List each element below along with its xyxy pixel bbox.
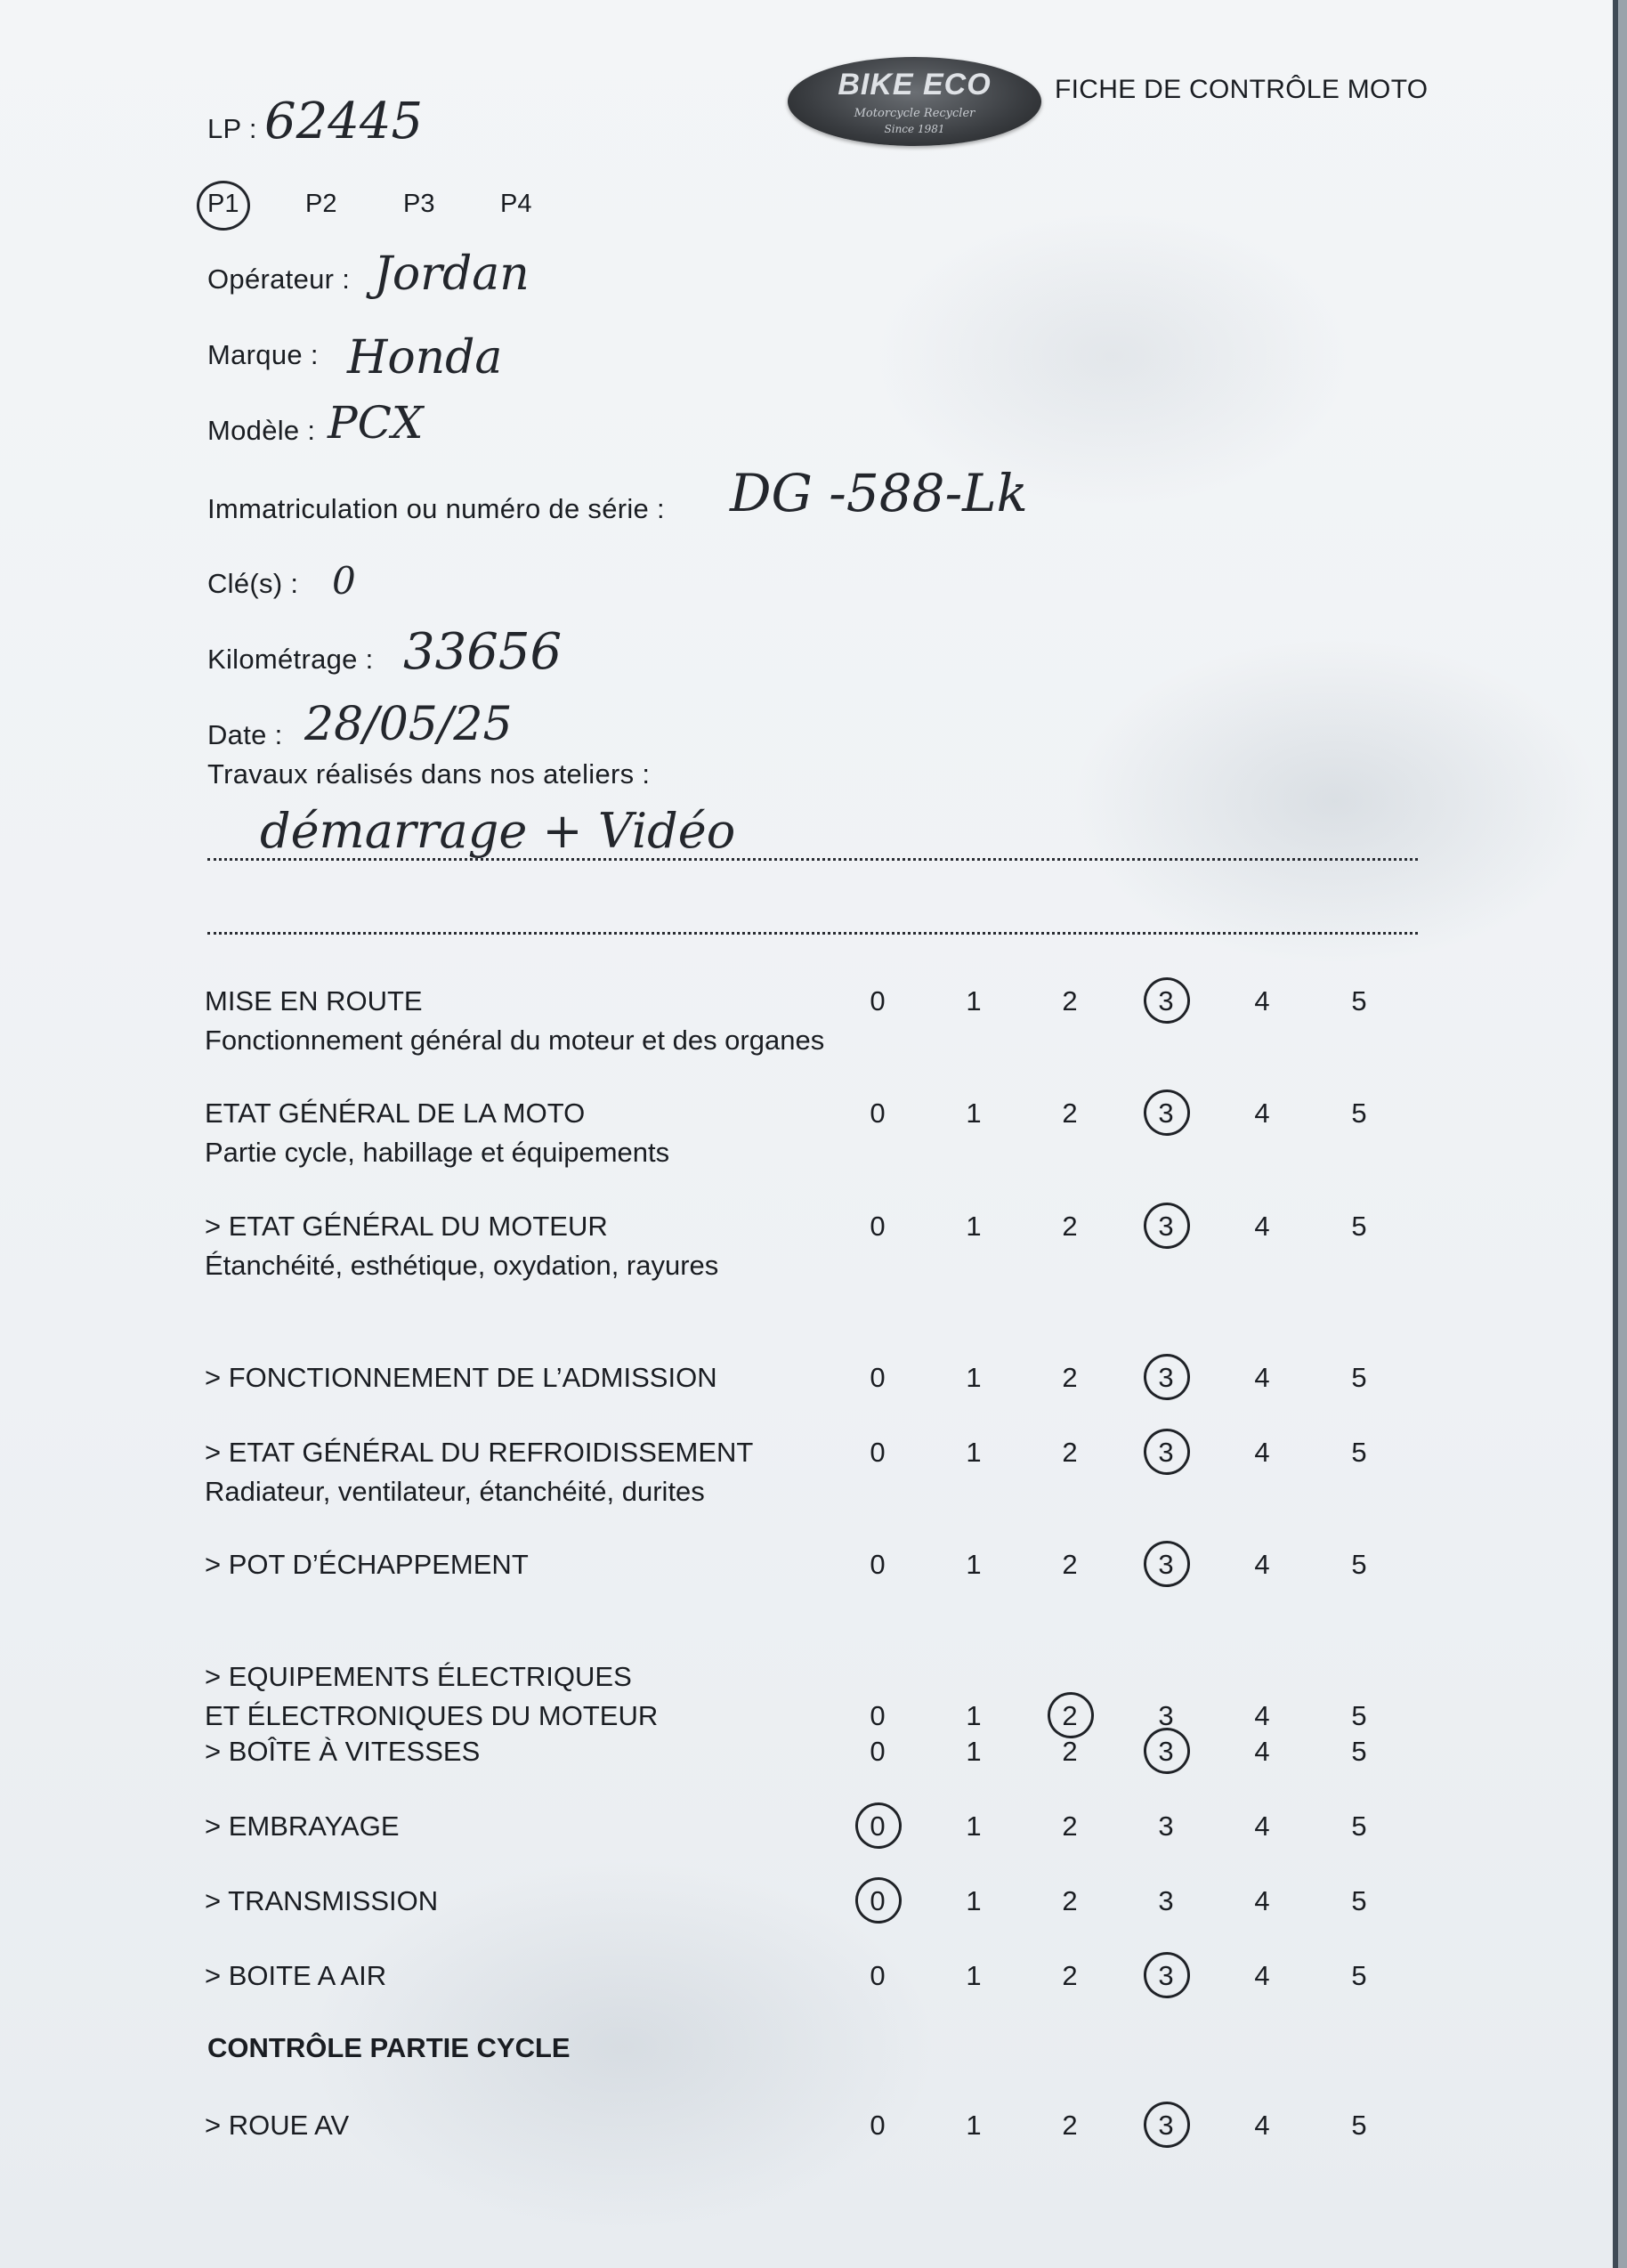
rating-option-2[interactable]: 2 (1062, 1362, 1078, 1393)
selected-rating-circle (853, 1800, 905, 1852)
rating-option-5[interactable]: 5 (1351, 1736, 1367, 1767)
rating-row (0, 1736, 1513, 1807)
rating-option-4[interactable]: 4 (1254, 1960, 1270, 1991)
rating-subtitle: Partie cycle, habillage et équipements (205, 1137, 670, 1168)
selected-rating-circle (1141, 1351, 1194, 1404)
lp-value: 62445 (264, 93, 424, 150)
rating-option-1[interactable]: 1 (966, 1810, 982, 1842)
rating-option-3[interactable]: 3 (1158, 1362, 1174, 1393)
rating-option-0[interactable]: 0 (870, 1700, 886, 1731)
rating-option-3[interactable]: 3 (1158, 1211, 1174, 1242)
rating-option-3[interactable]: 3 (1158, 1810, 1174, 1842)
rating-title: MISE EN ROUTE (205, 985, 423, 1017)
rating-row (0, 1810, 1513, 1882)
rating-option-3[interactable]: 3 (1158, 1549, 1174, 1580)
immat-label: Immatriculation ou numéro de série : (207, 493, 665, 524)
rating-option-2[interactable]: 2 (1062, 2110, 1078, 2141)
modele-value: PCX (328, 397, 424, 449)
rating-option-4[interactable]: 4 (1254, 2110, 1270, 2141)
rating-option-1[interactable]: 1 (966, 1885, 982, 1916)
rating-option-2[interactable]: 2 (1062, 1549, 1078, 1580)
rating-option-4[interactable]: 4 (1254, 1736, 1270, 1767)
rating-option-5[interactable]: 5 (1351, 985, 1367, 1017)
rating-option-4[interactable]: 4 (1254, 1700, 1270, 1731)
rating-option-1[interactable]: 1 (966, 1960, 982, 1991)
rating-option-5[interactable]: 5 (1351, 1885, 1367, 1916)
rating-title: > TRANSMISSION (205, 1885, 439, 1916)
rating-row (0, 985, 1513, 1057)
rating-option-3[interactable]: 3 (1158, 985, 1174, 1017)
rating-subtitle: Radiateur, ventilateur, étanchéité, durites (205, 1476, 705, 1507)
selected-rating-circle (1141, 1087, 1194, 1139)
rating-option-3[interactable]: 3 (1158, 1736, 1174, 1767)
rating-option-0[interactable]: 0 (870, 1549, 886, 1580)
selected-rating-circle (1141, 1538, 1194, 1591)
rating-option-1[interactable]: 1 (966, 1736, 982, 1767)
rating-option-2[interactable]: 2 (1062, 985, 1078, 1017)
marque-label: Marque : (207, 339, 319, 370)
rating-subtitle: Fonctionnement général du moteur et des organes (205, 1025, 825, 1056)
rating-option-2[interactable]: 2 (1062, 1437, 1078, 1468)
rating-option-2[interactable]: 2 (1062, 1211, 1078, 1242)
travaux-value: démarrage + Vidéo (260, 803, 736, 859)
rating-option-5[interactable]: 5 (1351, 1700, 1367, 1731)
rating-option-4[interactable]: 4 (1254, 985, 1270, 1017)
rating-option-5[interactable]: 5 (1351, 1549, 1367, 1580)
rating-option-2[interactable]: 2 (1062, 1960, 1078, 1991)
rating-row (0, 1549, 1513, 1620)
rating-option-5[interactable]: 5 (1351, 1810, 1367, 1842)
rating-row (0, 1960, 1513, 2031)
selected-rating-circle (1141, 1426, 1194, 1478)
rating-title: > FONCTIONNEMENT DE L’ADMISSION (205, 1362, 717, 1393)
rating-option-5[interactable]: 5 (1351, 2110, 1367, 2141)
rating-option-0[interactable]: 0 (870, 1098, 886, 1129)
rating-option-2[interactable]: 2 (1062, 1810, 1078, 1842)
rating-option-4[interactable]: 4 (1254, 1437, 1270, 1468)
rating-title: > ETAT GÉNÉRAL DU MOTEUR (205, 1211, 608, 1242)
rating-option-5[interactable]: 5 (1351, 1437, 1367, 1468)
operateur-label: Opérateur : (207, 263, 351, 295)
rating-option-0[interactable]: 0 (870, 2110, 886, 2141)
logo-text: BIKE ECO (838, 68, 992, 101)
rating-option-1[interactable]: 1 (966, 1211, 982, 1242)
rating-option-2[interactable]: 2 (1062, 1700, 1078, 1731)
rating-option-4[interactable]: 4 (1254, 1211, 1270, 1242)
operateur-value: Jordan (374, 247, 530, 301)
rating-option-4[interactable]: 4 (1254, 1362, 1270, 1393)
rating-title: > BOÎTE À VITESSES (205, 1736, 481, 1767)
rating-option-3[interactable]: 3 (1158, 1700, 1174, 1731)
rating-option-3[interactable]: 3 (1158, 1960, 1174, 1991)
bike-eco-logo (788, 57, 1041, 146)
cles-value: 0 (332, 559, 356, 603)
rating-row (0, 1885, 1513, 1956)
rating-option-1[interactable]: 1 (966, 985, 982, 1017)
rating-option-5[interactable]: 5 (1351, 1362, 1367, 1393)
rating-option-5[interactable]: 5 (1351, 1098, 1367, 1129)
selected-rating-circle (1045, 1689, 1097, 1742)
rating-option-4[interactable]: 4 (1254, 1885, 1270, 1916)
rating-option-1[interactable]: 1 (966, 1362, 982, 1393)
travaux-label: Travaux réalisés dans nos ateliers : (207, 758, 651, 790)
rating-title: > ETAT GÉNÉRAL DU REFROIDISSEMENT (205, 1437, 754, 1468)
rating-title: > BOITE A AIR (205, 1960, 387, 1991)
rating-option-1[interactable]: 1 (966, 2110, 982, 2141)
rating-option-0[interactable]: 0 (870, 1211, 886, 1242)
rating-option-4[interactable]: 4 (1254, 1810, 1270, 1842)
rating-option-1[interactable]: 1 (966, 1098, 982, 1129)
selected-rating-circle (853, 1875, 905, 1927)
cycle-rating-title: > ROUE AV (205, 2110, 350, 2141)
rating-option-1[interactable]: 1 (966, 1549, 982, 1580)
selected-rating-circle (1141, 2099, 1194, 2151)
position-p4[interactable]: P4 (500, 190, 532, 218)
rating-option-3[interactable]: 3 (1158, 1098, 1174, 1129)
immat-value: DG -588-Lk (730, 463, 1028, 523)
logo-since: Since 1981 (884, 123, 945, 135)
rating-subtitle: ET ÉLECTRONIQUES DU MOTEUR (205, 1700, 659, 1731)
selected-rating-circle (1141, 1949, 1194, 2002)
rating-option-5[interactable]: 5 (1351, 1960, 1367, 1991)
rating-option-1[interactable]: 1 (966, 1437, 982, 1468)
cles-label: Clé(s) : (207, 568, 299, 599)
section-partie-cycle: CONTRÔLE PARTIE CYCLE (207, 2032, 571, 2063)
form-title: FICHE DE CONTRÔLE MOTO (1055, 75, 1429, 104)
rating-option-3[interactable]: 3 (1158, 1437, 1174, 1468)
rating-row (0, 1362, 1513, 1433)
position-p2[interactable]: P2 (305, 190, 337, 218)
rating-option-5[interactable]: 5 (1351, 1211, 1367, 1242)
marque-value: Honda (347, 331, 503, 385)
cycle-rating-row (0, 2110, 1513, 2181)
rating-row (0, 1211, 1513, 1282)
rating-option-4[interactable]: 4 (1254, 1549, 1270, 1580)
selected-rating-circle (1141, 975, 1194, 1027)
rating-title: ETAT GÉNÉRAL DE LA MOTO (205, 1098, 586, 1129)
rating-option-0[interactable]: 0 (870, 1437, 886, 1468)
rating-option-3[interactable]: 3 (1158, 1885, 1174, 1916)
selected-rating-circle (1141, 1725, 1194, 1778)
modele-label: Modèle : (207, 415, 316, 446)
rating-row (0, 1661, 1513, 1732)
rating-option-3[interactable]: 3 (1158, 2110, 1174, 2141)
rating-option-0[interactable]: 0 (870, 1736, 886, 1767)
rating-option-2[interactable]: 2 (1062, 1736, 1078, 1767)
position-p3[interactable]: P3 (403, 190, 435, 218)
rating-row (0, 1098, 1513, 1169)
rating-subtitle: Étanchéité, esthétique, oxydation, rayures (205, 1250, 719, 1281)
rating-option-2[interactable]: 2 (1062, 1098, 1078, 1129)
rating-option-2[interactable]: 2 (1062, 1885, 1078, 1916)
date-label: Date : (207, 719, 283, 750)
rating-option-0[interactable]: 0 (870, 985, 886, 1017)
rating-option-0[interactable]: 0 (870, 1960, 886, 1991)
rating-option-4[interactable]: 4 (1254, 1098, 1270, 1129)
rating-option-1[interactable]: 1 (966, 1700, 982, 1731)
date-value: 28/05/25 (304, 698, 513, 751)
rating-option-0[interactable]: 0 (870, 1362, 886, 1393)
lp-label: LP : (207, 113, 257, 144)
rating-title: > EMBRAYAGE (205, 1810, 400, 1842)
selected-rating-circle (1141, 1200, 1194, 1252)
rating-row (0, 1437, 1513, 1508)
km-value: 33656 (403, 623, 563, 681)
position-p1[interactable]: P1 (207, 190, 239, 218)
rating-title: > POT D’ÉCHAPPEMENT (205, 1549, 529, 1580)
travaux-line-2 (207, 932, 1418, 935)
rating-title: > EQUIPEMENTS ÉLECTRIQUES (205, 1661, 632, 1692)
rating-option-0[interactable]: 0 (870, 1885, 886, 1916)
rating-option-0[interactable]: 0 (870, 1810, 886, 1842)
logo-tagline: Motorcycle Recycler (854, 107, 975, 120)
km-label: Kilométrage : (207, 644, 374, 675)
